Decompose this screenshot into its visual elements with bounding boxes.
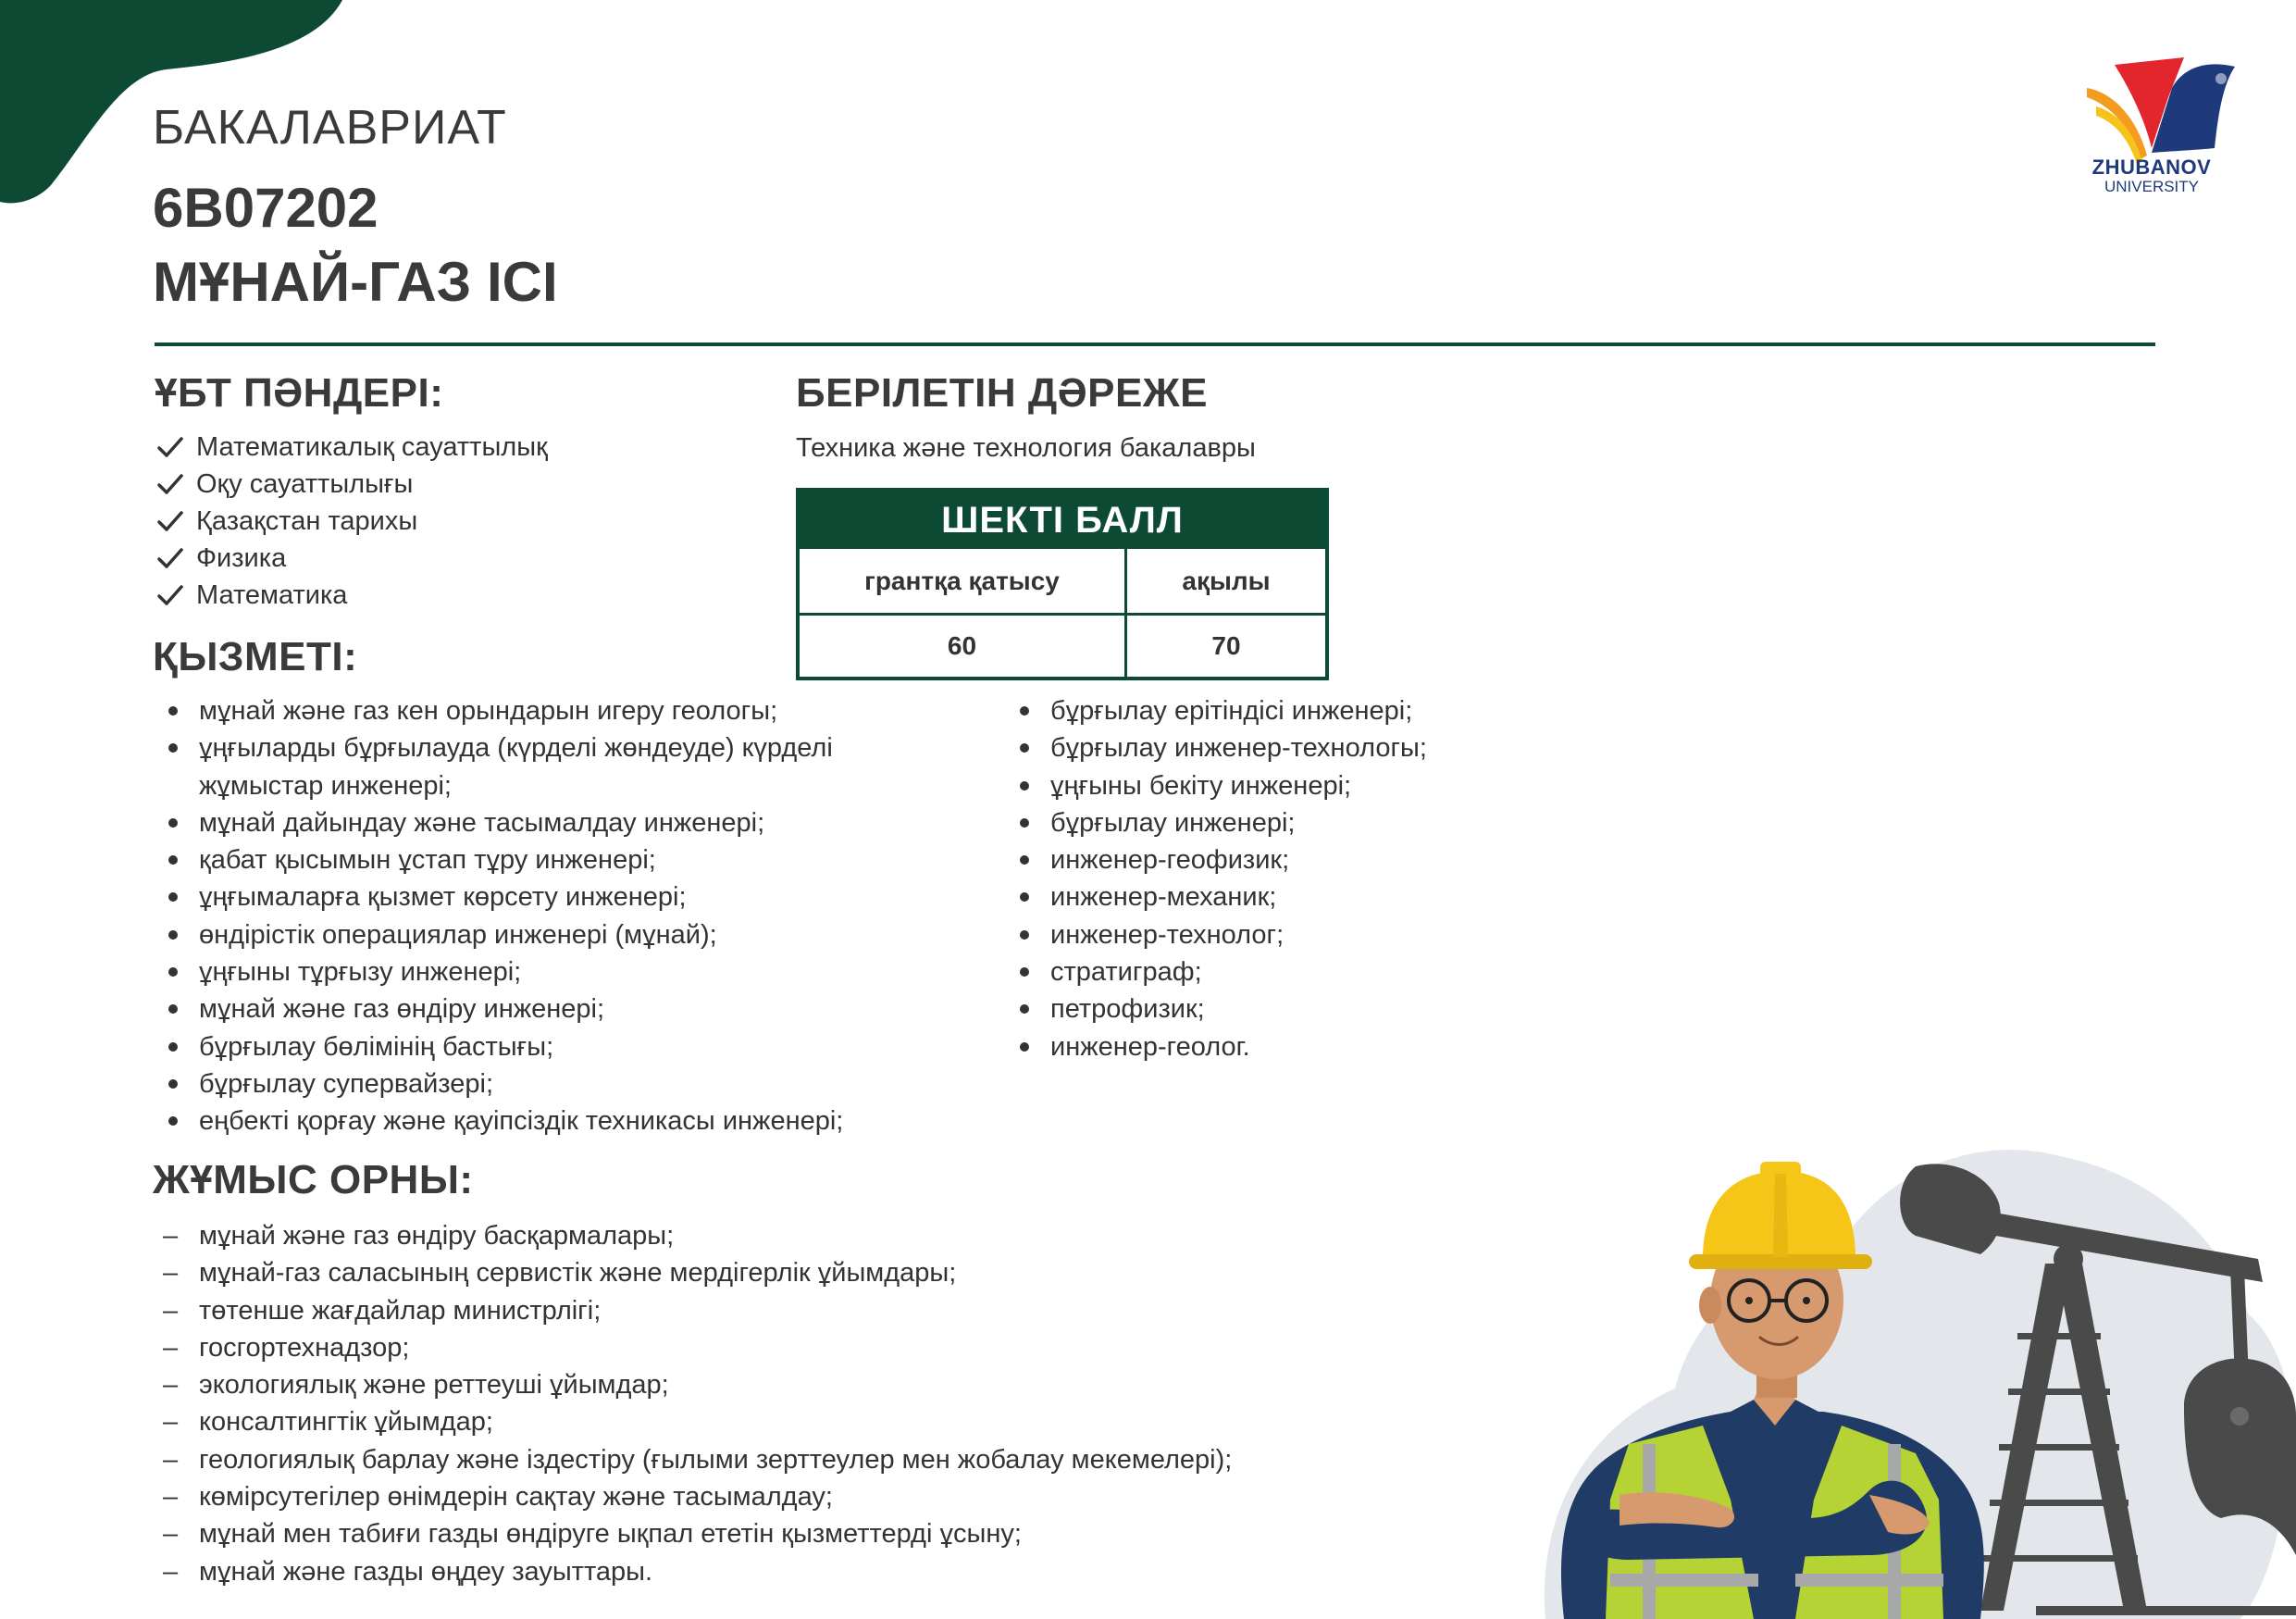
subject-item [157,466,548,503]
subject-label: Қазақстан тарихы [196,505,418,536]
positions-list-left [157,692,1009,1140]
logo-wordmark [2059,156,2244,196]
score-grid [800,549,1325,677]
subject-label: Математикалық сауаттылық [196,431,548,462]
subject-item [157,577,548,614]
position-item: инженер-механик; [1009,878,1657,915]
check-icon [157,584,183,606]
position-item: стратиграф; [1009,953,1657,990]
score-value-paid: 70 [1211,631,1241,660]
score-value-grant: 60 [947,631,977,660]
subject-item [157,429,548,466]
positions-list-right [1009,692,1657,1065]
degree-level-label: БАКАЛАВРИАТ [153,101,507,155]
score-table [796,488,1329,680]
position-item: ұңғыларды бұрғылауда (күрделі жөндеуде) күрделі жұмыстар инженері; [157,729,902,804]
subjects-title: ҰБТ ПӘНДЕРІ: [155,370,444,416]
check-icon [157,510,183,532]
workplace-item: – көмірсутегілер өнімдерін сақтау және тасымалдау; [157,1478,1232,1515]
position-item: ұңғыны тұрғызу инженері; [157,953,1009,990]
position-item: бұрғылау супервайзері; [157,1065,1009,1102]
workplaces-title: ЖҰМЫС ОРНЫ: [153,1157,474,1202]
program-name: МҰНАЙ-ГАЗ ІСІ [153,251,558,313]
position-item: инженер-геофизик; [1009,841,1657,878]
check-icon [157,547,183,569]
score-table-title: ШЕКТІ БАЛЛ [800,492,1325,549]
subjects-list [157,429,548,614]
position-item: бұрғылау инженер-технологы; [1009,729,1657,766]
degree-title: БЕРІЛЕТІН ДӘРЕЖЕ [796,370,1208,416]
subject-label: Математика [196,579,348,610]
workplace-item: – мұнай және газды өңдеу зауыттары. [157,1553,1232,1590]
position-item: инженер-геолог. [1009,1028,1657,1065]
subject-item [157,540,548,577]
score-header-paid: ақылы [1182,566,1271,595]
position-item: ұңғымаларға қызмет көрсету инженері; [157,878,1009,915]
position-item: ұңғыны бекіту инженері; [1009,767,1657,804]
program-code: 6B07202 [153,177,379,239]
logo-line2: UNIVERSITY [2104,178,2200,195]
workplace-item: – геологиялық барлау және іздестіру (ғылыми зерттеулер мен жобалау мекемелері); [157,1441,1232,1478]
oil-engineer-illustration [1518,1074,2296,1619]
subject-item [157,503,548,540]
workplace-item: – мұнай мен табиғи газды өндіруге ықпал ететін қызметтерді ұсыну; [157,1515,1232,1552]
degree-value: Техника және технология бакалавры [796,433,1256,463]
check-icon [157,436,183,458]
position-item: мұнай және газ өндіру инженері; [157,990,1009,1027]
position-item: еңбекті қорғау және қауіпсіздік техникасы инженері; [157,1102,1009,1140]
position-item: мұнай және газ кен орындарын игеру геологы; [157,692,1009,729]
position-item: қабат қысымын ұстап тұру инженері; [157,841,1009,878]
workplace-item: – консалтингтік ұйымдар; [157,1403,1232,1440]
position-item: бұрғылау ерітіндісі инженері; [1009,692,1657,729]
workplace-item: – мұнай-газ саласының сервистік және мердігерлік ұйымдары; [157,1254,1232,1291]
workplace-item: – мұнай және газ өндіру басқармалары; [157,1217,1232,1254]
position-item: мұнай дайындау және тасымалдау инженері; [157,804,1009,841]
subject-label: Физика [196,542,287,573]
position-item: өндірістік операциялар инженері (мұнай); [157,916,1009,953]
positions-title: ҚЫЗМЕТІ: [153,634,358,679]
workplaces-list [157,1217,1232,1590]
position-item: петрофизик; [1009,990,1657,1027]
position-item: бұрғылау бөлімінің бастығы; [157,1028,1009,1065]
position-item: инженер-технолог; [1009,916,1657,953]
subject-label: Оқу сауаттылығы [196,468,414,499]
workplace-item: – госгортехнадзор; [157,1329,1232,1366]
workplace-item: – экологиялық және реттеуші ұйымдар; [157,1366,1232,1403]
check-icon [157,473,183,495]
position-item: бұрғылау инженері; [1009,804,1657,841]
workplace-item: – төтенше жағдайлар министрлігі; [157,1292,1232,1329]
score-header-grant: грантқа қатысу [864,566,1060,595]
logo-line1: ZHUBANOV [2091,156,2212,179]
header-divider [155,342,2155,346]
